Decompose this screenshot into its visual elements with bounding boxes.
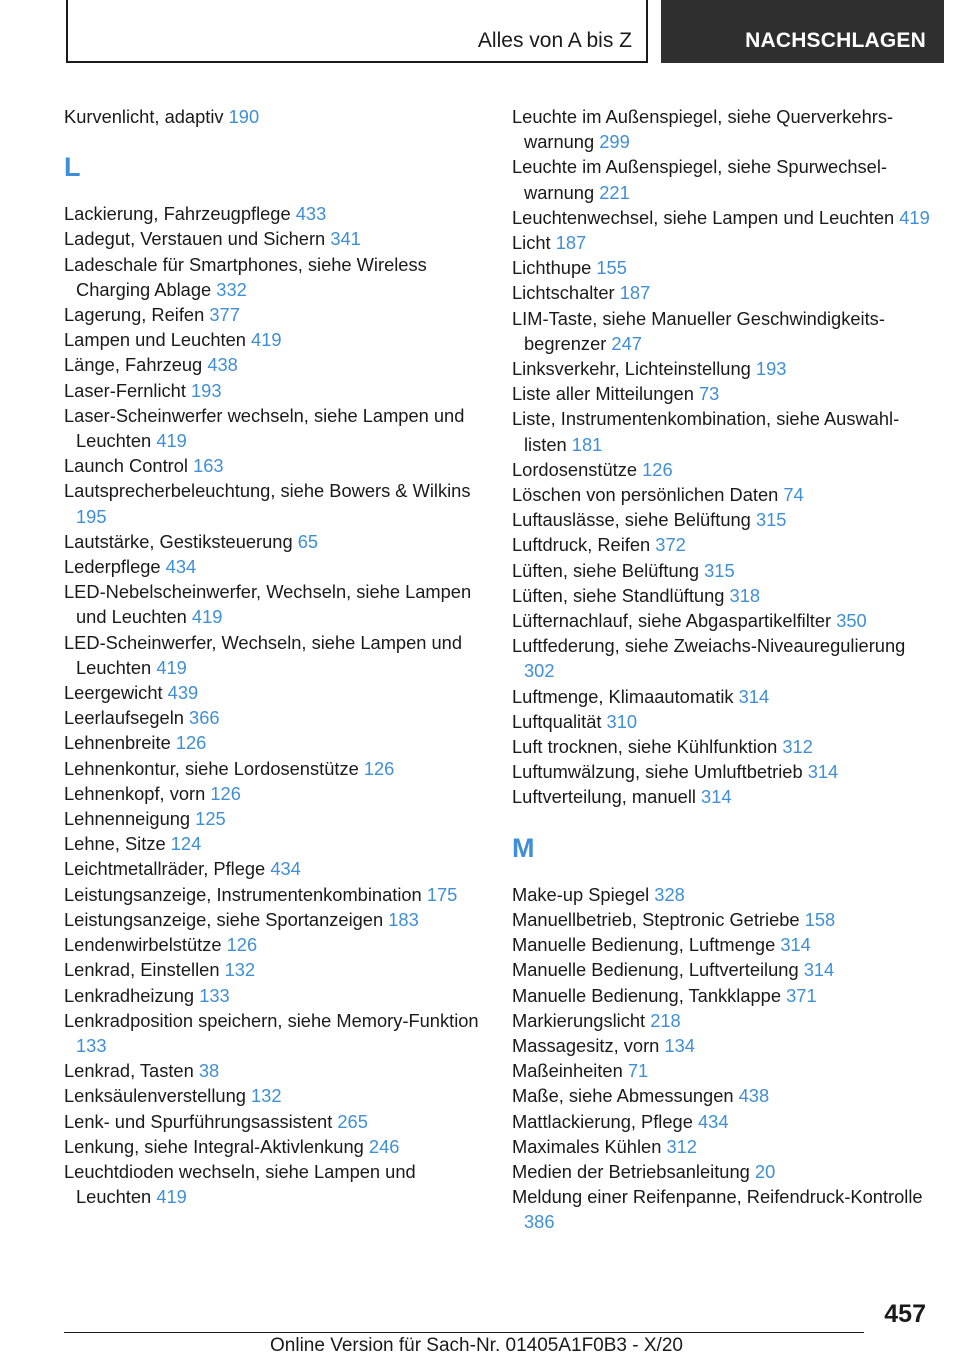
index-entry-text: Maßeinheiten [512,1060,623,1082]
footer-version: Online Version für Sach-Nr. 01405A1F0B3 - X/20 [270,1335,683,1356]
page-reference-link[interactable]: 124 [170,833,202,855]
index-entry [64,104,484,129]
index-entry-text: Lehnenneigung [64,808,191,830]
page-reference-link[interactable]: 193 [191,379,222,401]
index-entry [64,1083,484,1108]
index-entry [64,579,484,629]
index-entry-text: Markierungslicht [512,1009,646,1031]
index-entry [64,856,484,881]
page-reference-link[interactable]: 299 [599,131,630,153]
index-entry-text: Ladeschale für Smartphones, siehe Wireless Charging Ablage [64,253,427,300]
page-reference-link[interactable]: 419 [899,206,930,228]
index-entry-text: Lackierung, Fahrzeugpflege [64,203,291,225]
page-reference-link[interactable]: 183 [388,908,419,930]
footer-divider [64,1332,864,1333]
index-entry-text: Linksverkehr, Lichteinstellung [512,358,751,380]
page-reference-link[interactable]: 318 [729,584,761,606]
index-entry [512,583,932,608]
index-entry [64,302,484,327]
page-reference-link[interactable]: 175 [426,883,458,905]
page-reference-link[interactable]: 314 [701,786,732,808]
page-reference-link[interactable]: 193 [755,358,787,380]
index-entry [512,784,932,809]
index-entry-text: Luft trocknen, siehe Kühlfunktion [512,736,778,758]
index-entry [64,1008,484,1058]
page-reference-link[interactable]: 126 [210,782,241,804]
page-reference-link[interactable]: 438 [207,354,238,376]
index-entry [512,356,932,381]
page-reference-link[interactable]: 163 [193,455,224,477]
index-entry [64,882,484,907]
index-entry-text: Maximales Kühlen [512,1135,662,1157]
page-reference-link[interactable]: 74 [783,484,804,506]
index-entry [512,306,932,356]
page-reference-link[interactable]: 328 [654,883,685,905]
index-entry [64,327,484,352]
index-entry-text: Lehnenbreite [64,732,171,754]
page-reference-link[interactable]: 20 [754,1160,776,1182]
index-entry [512,1033,932,1058]
index-entry [64,756,484,781]
index-entry-text: Luftmenge, Klimaautomatik [512,685,734,707]
page-reference-link[interactable]: 126 [642,458,673,480]
index-entry [512,280,932,305]
index-entry [64,478,484,528]
index-entry [512,1159,932,1184]
page-reference-link[interactable]: 386 [524,1211,555,1233]
index-entry-text: Lüften, siehe Belüftung [512,559,700,581]
index-entry-text: Lenkradheizung [64,984,195,1006]
page-reference-link[interactable]: 133 [76,1034,107,1056]
page-reference-link[interactable]: 419 [156,1186,187,1208]
page-reference-link[interactable]: 314 [738,685,770,707]
page-reference-link[interactable]: 419 [156,430,187,452]
index-entry-text: Lautstärke, Gestiksteuerung [64,530,293,552]
index-entry-text: Luftauslässe, siehe Belüftung [512,509,751,531]
page-reference-link[interactable]: 246 [368,1135,400,1157]
index-entry [512,734,932,759]
index-entry [512,983,932,1008]
section-header [66,0,648,63]
page-reference-link[interactable]: 366 [189,707,220,729]
index-entry [512,882,932,907]
index-entry-text: Lüfternachlauf, siehe Abgaspartikelfilter [512,610,832,632]
index-entry-text: Leuchtdioden wechseln, siehe Lampen und Leuchten [64,1160,416,1208]
index-entry-text: Make-up Spiegel [512,883,650,905]
index-entry-text: Ladegut, Verstauen und Sichern [64,228,326,250]
index-entry-text: Lenkrad, Einstellen [64,959,220,981]
index-entry [512,932,932,957]
page-reference-link[interactable]: 73 [699,383,720,405]
index-entry-text: Leuchte im Außenspiegel, siehe Spurwechselwarnung [512,156,887,203]
index-entry [512,957,932,982]
index-entry [512,205,932,230]
page-reference-link[interactable]: 315 [704,559,735,581]
index-entry [512,558,932,583]
page-reference-link[interactable]: 71 [627,1060,649,1082]
index-entry [512,406,932,456]
page-reference-link[interactable]: 187 [619,282,651,304]
index-entry [64,453,484,478]
index-entry-text: Leerlaufsegeln [64,707,184,729]
page-reference-link[interactable]: 310 [606,710,638,732]
index-entry-text: Lenk- und Spurführungsassistent [64,1110,333,1132]
index-entry-text: Laser-Fernlicht [64,379,186,401]
index-entry-text: Laser-Scheinwerfer wechseln, siehe Lampen und Leuchten [64,404,465,452]
index-entry-text: Meldung einer Reifenpanne, Reifendruck-Kontrolle [512,1186,923,1208]
index-entry [64,957,484,982]
index-entry [64,554,484,579]
page-reference-link[interactable]: 38 [198,1060,220,1082]
page-reference-link[interactable]: 314 [807,761,839,783]
index-entry [512,255,932,280]
index-entry [64,781,484,806]
page-reference-link[interactable]: 332 [216,278,247,300]
page-reference-link[interactable]: 312 [666,1135,697,1157]
index-entry-text: Luftdruck, Reifen [512,534,651,556]
page-reference-link[interactable]: 341 [330,228,361,250]
index-entry [64,201,484,226]
index-entry-text: Lichtschalter [512,282,615,304]
index-entry [512,507,932,532]
index-entry-text: Länge, Fahrzeug [64,354,203,376]
index-entry [512,154,932,204]
index-entry [512,1083,932,1108]
index-entry-text: Lagerung, Reifen [64,304,205,326]
index-entry-text: Manuellbetrieb, Steptronic Getriebe [512,908,800,930]
index-letter-heading: M [512,832,535,863]
chapter-title: NACHSCHLAGEN [745,29,926,52]
index-entry [64,1159,484,1209]
index-entry-text: Lenkrad, Tasten [64,1060,194,1082]
index-entry-text: LED-Scheinwerfer, Wechseln, siehe Lampen und Leuchten [64,631,463,678]
index-entry-text: Lüften, siehe Standlüftung [512,584,725,606]
page-reference-link[interactable]: 434 [165,556,197,578]
page-reference-link[interactable]: 434 [697,1110,729,1132]
page-reference-link[interactable]: 218 [650,1009,681,1031]
page-number: 457 [884,1300,926,1328]
index-entry-text: Massagesitz, vorn [512,1034,660,1056]
index-entry [64,831,484,856]
page-reference-link[interactable]: 419 [156,656,187,678]
index-entry [512,1058,932,1083]
index-entry-text: Leistungsanzeige, siehe Sportanzeigen [64,908,384,930]
index-entry-text: Manuelle Bedienung, Luftverteilung [512,959,799,981]
index-entry [64,403,484,453]
index-entry [512,1008,932,1033]
page-reference-link[interactable]: 132 [251,1085,282,1107]
page-reference-link[interactable]: 438 [738,1085,770,1107]
index-entry-text: Lehnenkopf, vorn [64,782,206,804]
index-entry-text: Löschen von persönlichen Daten [512,484,779,506]
index-entry [512,633,932,683]
index-entry-text: Luftverteilung, manuell [512,786,696,808]
index-entry [64,932,484,957]
index-entry [512,759,932,784]
index-entry [512,1134,932,1159]
section-title: Alles von A bis Z [477,29,632,52]
index-entry-text: Lederpflege [64,556,161,578]
index-entry-text: Manuelle Bedienung, Luftmenge [512,934,776,956]
index-entry [64,983,484,1008]
index-entry-text: Leuchtenwechsel, siehe Lampen und Leuchten [512,206,895,228]
index-entry [512,684,932,709]
index-entry-text: Maße, siehe Abmessungen [512,1085,734,1107]
index-entry [64,529,484,554]
index-entry-text: Leergewicht [64,682,163,704]
page-reference-link[interactable]: 314 [780,934,811,956]
index-entry-text: Lampen und Leuchten [64,329,246,351]
index-entry-text: Kurvenlicht, adaptiv [64,106,224,127]
index-entry-text: Leuchte im Außenspiegel, siehe Querverkehrswarnung [512,106,894,153]
index-column-right [512,104,932,1235]
index-entry [64,1134,484,1159]
index-entry [64,705,484,730]
index-entry-text: Luftumwälzung, siehe Umluftbetrieb [512,761,803,783]
page-reference-link[interactable]: 247 [611,332,642,354]
index-entry [64,252,484,302]
page-reference-link[interactable]: 195 [76,505,107,527]
page-reference-link[interactable]: 419 [251,329,282,351]
page-reference-link[interactable]: 155 [596,257,627,279]
page-reference-link[interactable]: 312 [782,736,813,758]
index-entry-text: Lenksäulenverstellung [64,1085,246,1107]
index-entry [64,680,484,705]
index-entry [64,1058,484,1083]
page-reference-link[interactable]: 126 [363,757,395,779]
page-reference-link[interactable]: 302 [524,660,555,682]
index-entry-text: Lenkradposition speichern, siehe Memory-Funktion [64,1009,479,1031]
index-entry-text: Liste aller Mitteilungen [512,383,694,405]
page-reference-link[interactable]: 371 [786,984,817,1006]
index-entry [512,230,932,255]
index-entry [512,482,932,507]
page-reference-link[interactable]: 372 [655,534,686,556]
index-entry [64,907,484,932]
index-entry-text: Licht [512,232,551,254]
index-entry [64,378,484,403]
index-entry-text: Manuelle Bedienung, Tankklappe [512,984,782,1006]
page-reference-link[interactable]: 434 [270,858,301,880]
page-reference-link[interactable]: 132 [224,959,256,981]
index-entry-text: Mattlackierung, Pflege [512,1110,693,1132]
index-entry-text: Lichthupe [512,257,592,279]
index-entry [512,709,932,734]
index-letter-heading: L [64,152,81,183]
index-entry-text: Medien der Betriebsanleitung [512,1160,750,1182]
page-reference-link[interactable]: 265 [337,1110,368,1132]
index-entry-text: Luftqualität [512,710,602,732]
index-entry [512,104,932,154]
index-entry-text: Leistungsanzeige, Instrumentenkombination [64,883,422,905]
index-entry [512,532,932,557]
page-reference-link[interactable]: 126 [226,934,258,956]
page-reference-link[interactable]: 65 [297,530,319,552]
index-entry [512,381,932,406]
index-entry-text: LED-Nebelscheinwerfer, Wechseln, siehe Lampen und Leuchten [64,581,472,628]
index-entry-text: Lehne, Sitze [64,833,166,855]
page-reference-link[interactable]: 221 [599,181,630,203]
page-reference-link[interactable]: 419 [191,606,223,628]
index-entry-text: Launch Control [64,455,188,477]
page-reference-link[interactable]: 190 [228,106,260,127]
index-entry [512,1184,932,1234]
page-reference-link[interactable]: 187 [555,232,587,254]
index-entry-text: Lehnenkontur, siehe Lordosenstütze [64,757,359,779]
index-entry [512,457,932,482]
index-entry-text: Liste, Instrumentenkombination, siehe Auswahllisten [512,408,900,455]
index-entry-text: Lenkung, siehe Integral-Aktivlenkung [64,1135,364,1157]
page-reference-link[interactable]: 377 [209,304,240,326]
index-entry-text: Leichtmetallräder, Pflege [64,858,266,880]
index-entry [64,1109,484,1134]
page-reference-link[interactable]: 125 [195,808,226,830]
page-reference-link[interactable]: 315 [755,509,787,531]
index-entry [512,1109,932,1134]
index-entry [64,226,484,251]
page-reference-link[interactable]: 158 [804,908,836,930]
index-entry-text: Lautsprecherbeleuchtung, siehe Bowers & Wilkins [64,480,471,502]
chapter-tab [661,0,944,63]
index-entry-text: Luftfederung, siehe Zweiachs-Niveauregulierung [512,635,906,657]
index-entry [64,730,484,755]
page-reference-link[interactable]: 181 [571,433,603,455]
index-entry-text: LIM-Taste, siehe Manueller Geschwindigkeitsbegrenzer [512,307,885,354]
index-entry [64,352,484,377]
index-entry [64,630,484,680]
index-entry [64,806,484,831]
index-entry [512,608,932,633]
index-entry-text: Lordosenstütze [512,458,638,480]
index-column-left [64,104,484,1209]
page-reference-link[interactable]: 314 [803,959,835,981]
page-reference-link[interactable]: 126 [175,732,207,754]
page-reference-link[interactable]: 439 [167,682,199,704]
page-reference-link[interactable]: 133 [199,984,230,1006]
page-reference-link[interactable]: 134 [664,1034,695,1056]
index-entry [512,907,932,932]
page-reference-link[interactable]: 433 [295,203,327,225]
index-entry-text: Lendenwirbelstütze [64,934,222,956]
page-reference-link[interactable]: 350 [836,610,867,632]
